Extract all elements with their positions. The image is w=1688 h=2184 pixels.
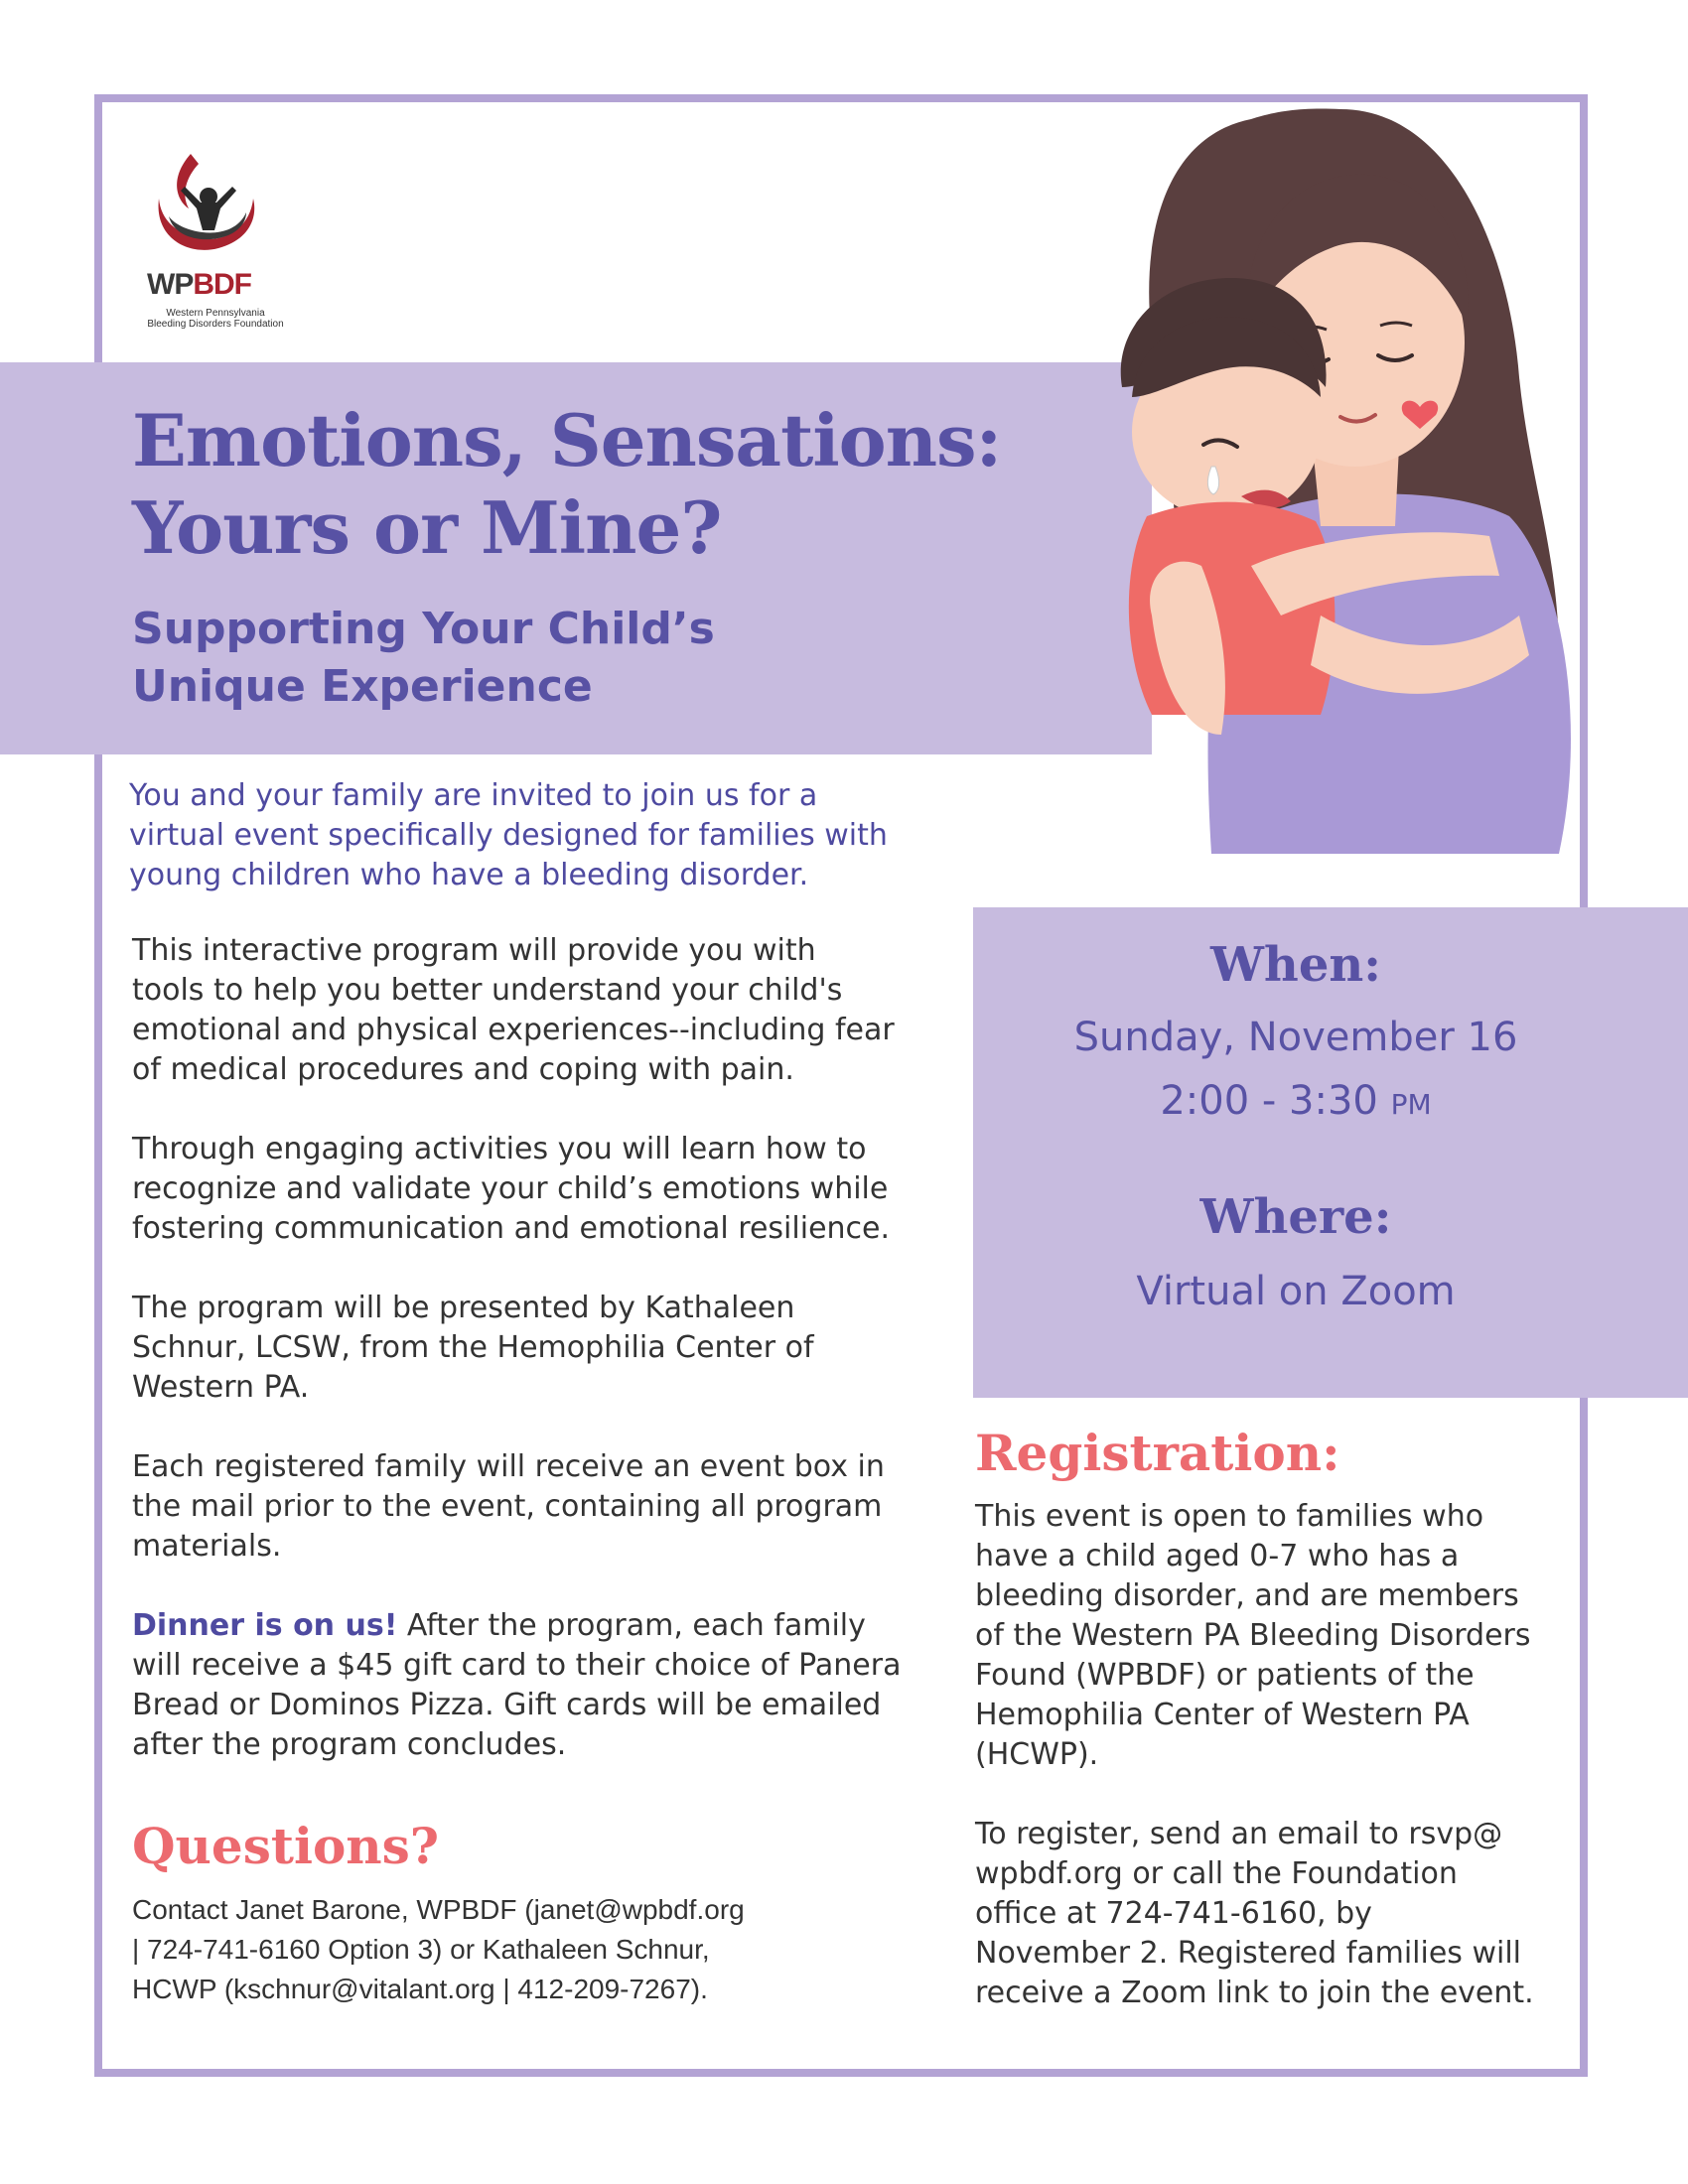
dinner-highlight: Dinner is on us! [132, 1608, 398, 1643]
eligibility-paragraph: This event is open to families who have a child aged 0-7 who has a bleeding disorder, and are members of the Western PA Bleeding Disorders Found (WPBDF) or patients of the Hemophilia Center of Western PA (HCWP). [975, 1499, 1531, 1772]
registration-heading: Registration: [975, 1424, 1340, 1482]
registration-info [975, 1497, 1561, 2053]
logo-wordmark: WPBDF [147, 268, 251, 301]
event-location: Virtual on Zoom [1136, 1269, 1456, 1314]
logo-emblem-icon [129, 139, 288, 268]
how-to-register-paragraph: To register, send an email to rsvp@ wpbdf.org or call the Foundation office at 724-741-6160, by November 2. Registered families will receive a Zoom link to join the event. [975, 1817, 1534, 2010]
mother-hugging-child-illustration [1092, 99, 1648, 864]
page-title: Emotions, Sensations: Yours or Mine? [132, 398, 1002, 570]
intro-text: You and your family are invited to join us for a virtual event specifically designed for families with young children who have a bleeding disorder. [129, 778, 888, 892]
wpbdf-logo [129, 139, 288, 347]
event-date: Sunday, November 16 [1073, 1015, 1518, 1060]
activities-paragraph: Through engaging activities you will learn how to recognize and validate your child’s emotions while fostering communication and emotional resilience. [132, 1132, 891, 1246]
program-description [132, 931, 956, 1805]
where-label: Where: [1199, 1189, 1392, 1245]
contact-info: Contact Janet Barone, WPBDF (janet@wpbdf.org | 724-741-6160 Option 3) or Kathaleen Schnur, HCWP (kschnur@vitalant.org | 412-209-7267). [132, 1894, 745, 2004]
presenter-paragraph: The program will be presented by Kathaleen Schnur, LCSW, from the Hemophilia Center of Western PA. [132, 1291, 814, 1405]
description-paragraph: This interactive program will provide you with tools to help you better understand your child's emotional and physical experiences--including fear of medical procedures and coping with pain. [132, 933, 895, 1087]
event-box-paragraph: Each registered family will receive an event box in the mail prior to the event, containing all program materials. [132, 1449, 885, 1564]
page-subtitle: Supporting Your Child’s Unique Experience [132, 604, 715, 712]
questions-heading: Questions? [132, 1817, 440, 1875]
logo-tagline: Western Pennsylvania Bleeding Disorders Foundation [147, 308, 284, 330]
dinner-paragraph: Dinner is on us! After the program, each family will receive a $45 gift card to their choice of Panera Bread or Dominos Pizza. Gift cards will be emailed after the program concludes. [132, 1608, 902, 1762]
when-label: When: [1210, 937, 1381, 993]
event-details-box [973, 907, 1688, 1398]
event-time: 2:00 - 3:30 PM [1160, 1078, 1432, 1124]
